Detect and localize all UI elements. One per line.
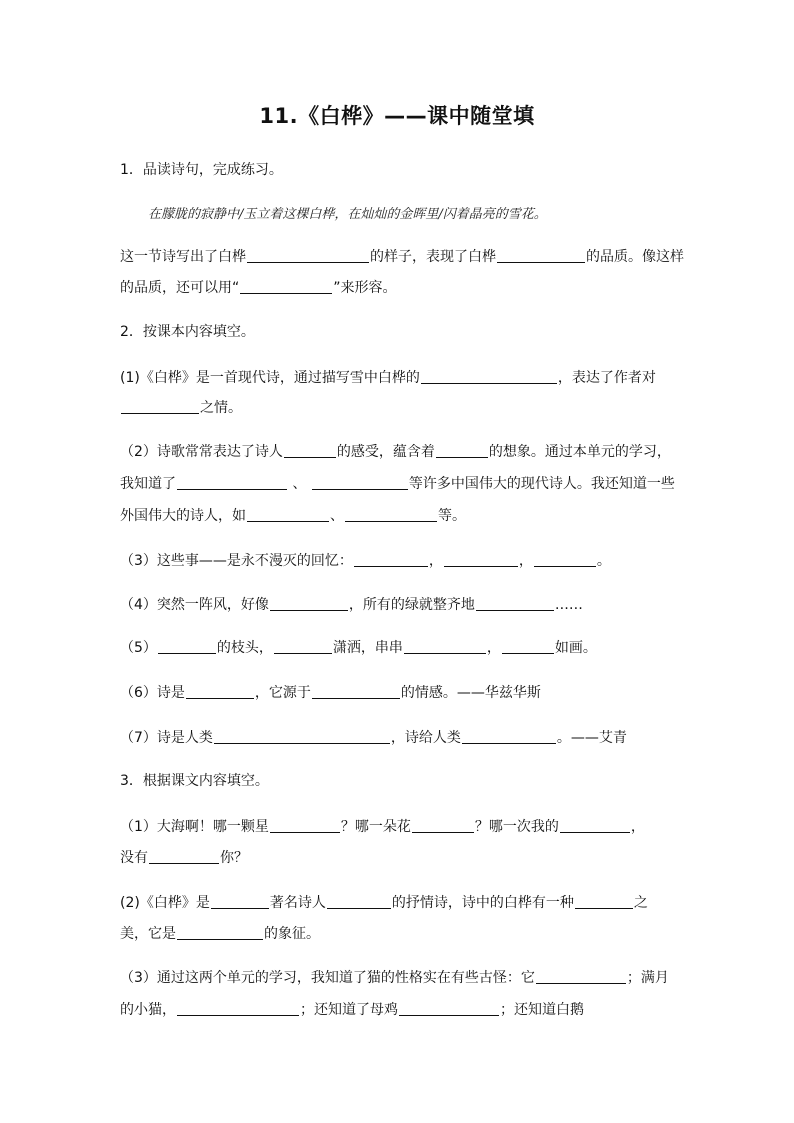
q2-item-3: （3）这些事——是永不漫灭的回忆： ， ， 。: [120, 553, 611, 569]
answer-blank[interactable]: [462, 729, 556, 744]
q3-item-3: （3）通过这两个单元的学习，我知道了猫的性格实在有些古怪：它 ；满月: [120, 970, 669, 986]
answer-blank[interactable]: [502, 639, 554, 654]
answer-blank[interactable]: [240, 279, 332, 294]
q3-item-3-cont: 的小猫， ；还知道了母鸡 ；还知道白鹅: [120, 1002, 584, 1018]
answer-blank[interactable]: [399, 1001, 499, 1016]
q2-item-6: （6）诗是 ，它源于 的情感。——华兹华斯: [120, 685, 541, 701]
answer-blank[interactable]: [536, 969, 626, 984]
q2-item-2-line-3: 外国伟大的诗人，如 、 等。: [120, 508, 466, 524]
answer-blank[interactable]: [421, 369, 557, 384]
q1-line-1: 这一节诗写出了白桦 的样子，表现了白桦 的品质。像这样: [120, 249, 684, 265]
q1-heading: 1．品读诗句，完成练习。: [120, 162, 283, 178]
answer-blank[interactable]: [121, 399, 199, 414]
answer-blank[interactable]: [575, 894, 633, 909]
answer-blank[interactable]: [214, 729, 390, 744]
answer-blank[interactable]: [158, 639, 216, 654]
answer-blank[interactable]: [404, 639, 486, 654]
q3-item-1: （1）大海啊！哪一颗星 ？哪一朵花 ？哪一次我的 ，: [120, 819, 645, 835]
q3-item-1-cont: 没有 你？: [120, 850, 248, 866]
answer-blank[interactable]: [177, 1001, 299, 1016]
answer-blank[interactable]: [327, 894, 391, 909]
answer-blank[interactable]: [497, 248, 585, 263]
q2-item-5: （5） 的枝头， 潇洒，串串 ， 如画。: [120, 640, 597, 656]
answer-blank[interactable]: [354, 552, 428, 567]
answer-blank[interactable]: [270, 818, 340, 833]
answer-blank[interactable]: [270, 596, 348, 611]
q3-item-2: (2)《白桦》是 著名诗人 的抒情诗，诗中的白桦有一种 之: [120, 895, 648, 911]
q2-item-2-line-2: 我知道了 、 等许多中国伟大的现代诗人。我还知道一些: [120, 476, 675, 492]
answer-blank[interactable]: [560, 818, 630, 833]
page-title: 11.《白桦》——课中随堂填: [259, 104, 535, 128]
answer-blank[interactable]: [211, 894, 269, 909]
q2-heading: 2．按课本内容填空。: [120, 324, 255, 340]
answer-blank[interactable]: [412, 818, 474, 833]
q3-item-2-cont: 美，它是 的象征。: [120, 926, 320, 942]
q3-heading: 3．根据课文内容填空。: [120, 773, 269, 789]
answer-blank[interactable]: [444, 552, 518, 567]
q2-item-7: （7）诗是人类 ，诗给人类 。——艾青: [120, 730, 627, 746]
answer-blank[interactable]: [274, 639, 332, 654]
q1-line-2: 的品质，还可以用“ ”来形容。: [120, 280, 397, 296]
answer-blank[interactable]: [186, 684, 254, 699]
q1-poem: 在朦胧的寂静中/玉立着这棵白桦，在灿灿的金晖里/闪着晶亮的雪花。: [148, 207, 547, 222]
answer-blank[interactable]: [284, 443, 336, 458]
q2-item-1-cont: 之情。: [120, 398, 680, 418]
answer-blank[interactable]: [436, 443, 488, 458]
answer-blank[interactable]: [247, 507, 329, 522]
answer-blank[interactable]: [177, 475, 287, 490]
q2-item-4: （4）突然一阵风，好像 ，所有的绿就整齐地 ……: [120, 597, 583, 613]
answer-blank[interactable]: [149, 849, 219, 864]
answer-blank[interactable]: [476, 596, 554, 611]
q2-item-1: (1)《白桦》是一首现代诗，通过描写雪中白桦的 ，表达了作者对: [120, 370, 656, 386]
answer-blank[interactable]: [312, 684, 400, 699]
answer-blank[interactable]: [247, 248, 369, 263]
answer-blank[interactable]: [534, 552, 596, 567]
answer-blank[interactable]: [345, 507, 437, 522]
answer-blank[interactable]: [177, 925, 263, 940]
answer-blank[interactable]: [312, 475, 408, 490]
q2-item-2: （2）诗歌常常表达了诗人 的感受，蕴含着 的想象。通过本单元的学习，: [120, 444, 671, 460]
